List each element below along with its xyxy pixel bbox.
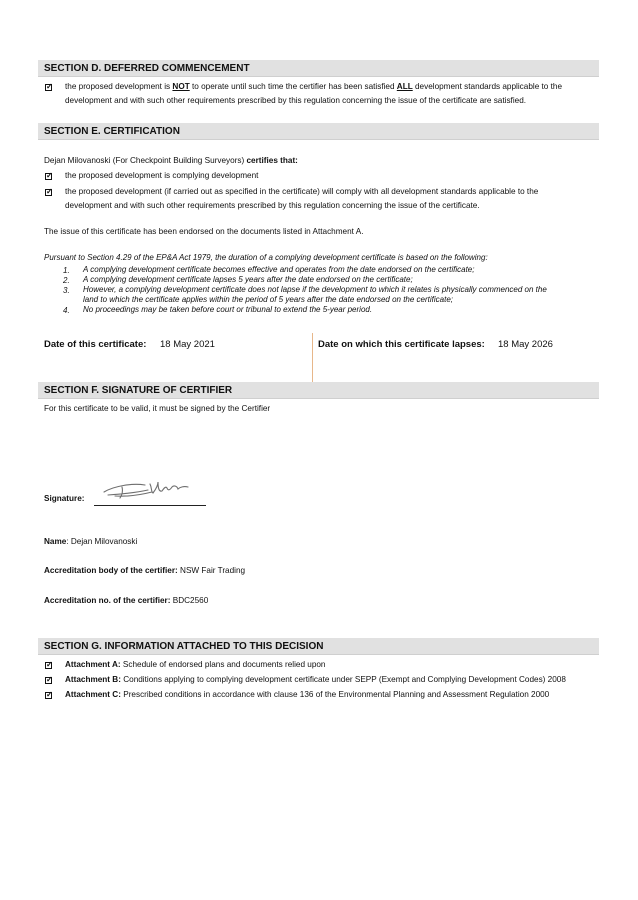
list-num-2: 2. [63, 276, 70, 285]
signature-line [94, 505, 206, 506]
list-item-1: A complying development certificate becomes effective and operates from the date endorsed on the certificate; [83, 265, 475, 274]
deferred-not: NOT [172, 82, 190, 91]
list-item-4: No proceedings may be taken before court or tribunal to extend the 5-year period. [83, 305, 373, 314]
date-lapse-label: Date on which this certificate lapses: [318, 339, 485, 350]
attachment-c-label: Attachment C: [65, 690, 121, 699]
list-num-3: 3. [63, 286, 70, 295]
section-e-header: SECTION E. CERTIFICATION [38, 123, 599, 140]
section-f-header: SECTION F. SIGNATURE OF CERTIFIER [38, 382, 599, 399]
checkbox-attachment-b[interactable] [45, 677, 52, 684]
attachment-b [65, 674, 566, 686]
checkbox-attachment-c[interactable] [45, 692, 52, 699]
attachment-c [65, 689, 549, 701]
list-item-3-cont: land to which the certificate applies within the period of 5 years after the date endorsed on the certificate; [83, 295, 453, 304]
date-certificate-label: Date of this certificate: [44, 339, 147, 350]
date-divider [312, 333, 313, 383]
certifies-label: certifies that: [246, 156, 298, 165]
certifier-name: Dejan Milovanoski (For Checkpoint Building Surveyors) [44, 156, 247, 165]
checkbox-attachment-a[interactable] [45, 662, 52, 669]
certification-item-2-line-2: development and with such other requirements prescribed by this regulation concerning the issue of the certificate. [65, 201, 480, 210]
attachment-a-label: Attachment A: [65, 660, 121, 669]
signature-label: Signature: [44, 494, 85, 503]
checkbox-complying[interactable] [45, 173, 52, 180]
deferred-line-2: development and with such other requirements prescribed by this regulation concerning the issue of the certificate are satisfied. [65, 96, 527, 105]
accreditation-no-label: Accreditation no. of the certifier: [44, 596, 171, 605]
pursuant-note: Pursuant to Section 4.29 of the EP&A Act 1979, the duration of a complying development certificate is based on the following: [44, 253, 488, 262]
checkbox-comply-standards[interactable] [45, 189, 52, 196]
accreditation-body-value: NSW Fair Trading [177, 566, 246, 575]
checkbox-deferred[interactable] [45, 84, 52, 91]
certification-item-2-line-1: the proposed development (if carried out as specified in the certificate) will comply with all development standards applicable to the [65, 187, 539, 196]
valid-note: For this certificate to be valid, it must be signed by the Certifier [44, 404, 271, 413]
deferred-text-a: the proposed development is [65, 82, 173, 91]
accreditation-no-value: BDC2560 [170, 596, 209, 605]
date-certificate-value: 18 May 2021 [160, 339, 215, 350]
date-lapse-value: 18 May 2026 [498, 339, 553, 350]
list-item-2: A complying development certificate lapses 5 years after the date endorsed on the certificate; [83, 275, 413, 284]
name-line [44, 536, 137, 548]
list-item-3: However, a complying development certificate does not lapse if the development to which it relates is physically commenced on the [83, 285, 547, 294]
attachment-c-text: Prescribed conditions in accordance with clause 136 of the Environmental Planning and Assessment Regulation 2000 [120, 690, 550, 699]
deferred-text-c: development standards applicable to the [412, 82, 563, 91]
list-num-1: 1. [63, 266, 70, 275]
certification-item-1: the proposed development is complying development [65, 171, 259, 180]
section-d-header: SECTION D. DEFERRED COMMENCEMENT [38, 60, 599, 77]
section-g-header: SECTION G. INFORMATION ATTACHED TO THIS DECISION [38, 638, 599, 655]
attachment-b-label: Attachment B: [65, 675, 121, 684]
signature-image [100, 476, 195, 502]
deferred-text-b: to operate until such time the certifier has been satisfied [189, 82, 397, 91]
name-value: : Dejan Milovanoski [66, 537, 138, 546]
attachment-b-text: Conditions applying to complying development certificate under SEPP (Exempt and Complying Development Codes) 2008 [120, 675, 566, 684]
deferred-all: ALL [396, 82, 413, 91]
accreditation-body-label: Accreditation body of the certifier: [44, 566, 178, 575]
name-label: Name [44, 537, 67, 546]
accreditation-no-line [44, 595, 208, 607]
endorsed-note: The issue of this certificate has been endorsed on the documents listed in Attachment A. [44, 227, 364, 236]
accreditation-body-line [44, 565, 245, 577]
deferred-line-1 [65, 81, 562, 93]
attachment-a-text: Schedule of endorsed plans and documents relied upon [120, 660, 326, 669]
certifier-line [44, 155, 298, 167]
attachment-a [65, 659, 326, 671]
list-num-4: 4. [63, 306, 70, 315]
